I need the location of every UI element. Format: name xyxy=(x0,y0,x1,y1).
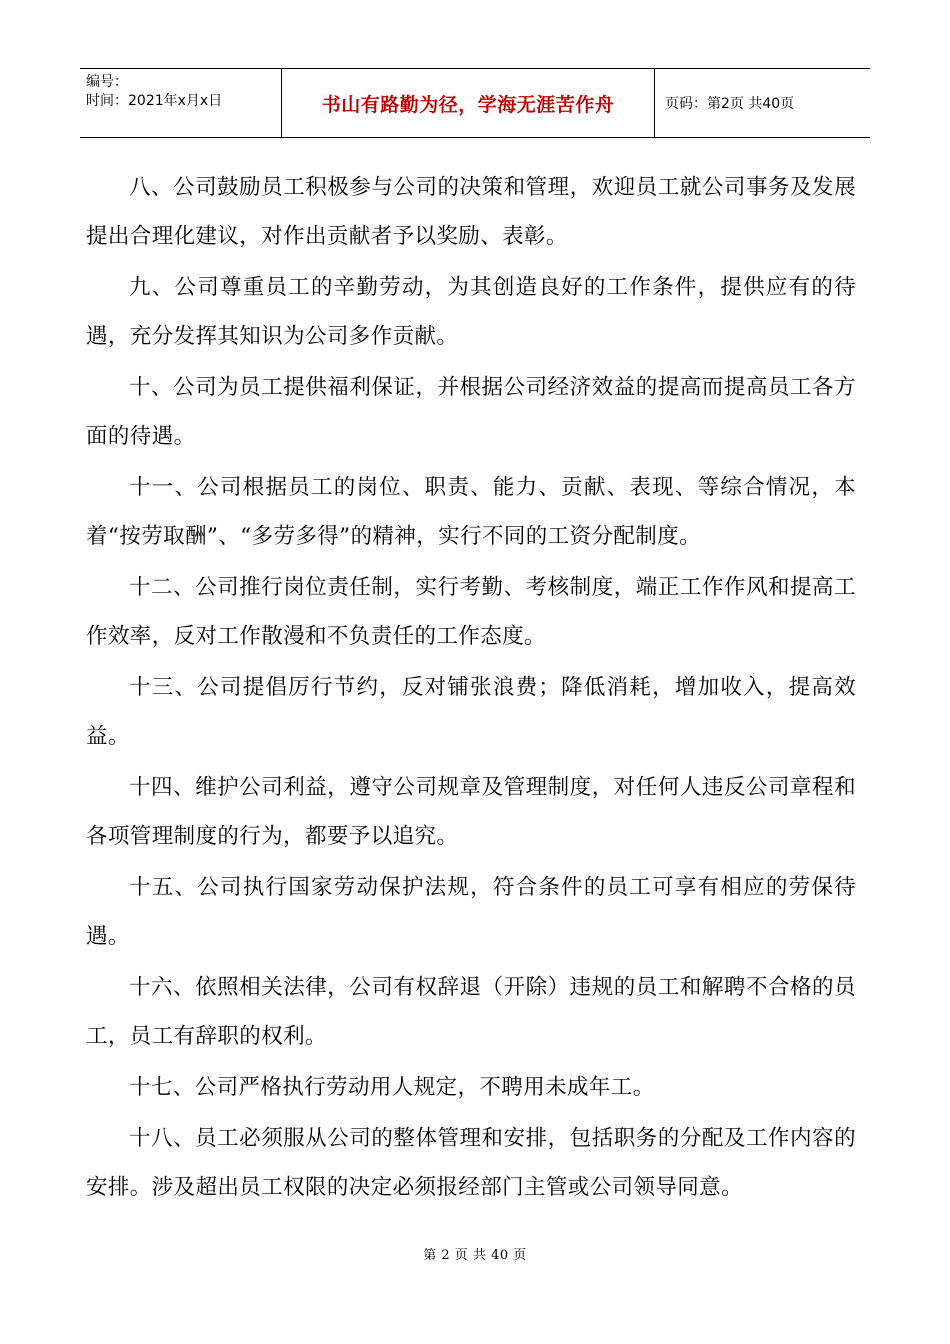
document-date-label: 时间：2021年x月x日 xyxy=(86,93,223,109)
paragraph-article-9: 九、公司尊重员工的辛勤劳动，为其创造良好的工作条件，提供应有的待遇，充分发挥其知识为公司多作贡献。 xyxy=(86,275,856,349)
page-footer xyxy=(0,1244,950,1263)
paragraph-article-15: 十五、公司执行国家劳动保护法规，符合条件的员工可享有相应的劳保待遇。 xyxy=(86,875,856,949)
paragraph-article-11: 十一、公司根据员工的岗位、职责、能力、贡献、表现、等综合情况，本着“按劳取酬”、“多劳多得”的精神，实行不同的工资分配制度。 xyxy=(86,475,856,549)
header-meta-cell xyxy=(80,69,282,137)
paragraph-article-18: 十八、员工必须服从公司的整体管理和安排，包括职务的分配及工作内容的安排。涉及超出员工权限的决定必须报经部门主管或公司领导同意。 xyxy=(86,1126,856,1200)
document-body xyxy=(86,163,856,1214)
paragraph-article-10: 十、公司为员工提供福利保证，并根据公司经济效益的提高而提高员工各方面的待遇。 xyxy=(86,375,856,449)
header-page-info: 页码：第2页 共40页 xyxy=(665,96,795,112)
paragraph-article-16: 十六、依照相关法律，公司有权辞退（开除）违规的员工和解聘不合格的员工，员工有辞职的权利。 xyxy=(86,975,856,1049)
header-motto: 书山有路勤为径，学海无涯苦作舟 xyxy=(321,93,615,116)
header-motto-cell xyxy=(282,69,655,137)
document-number-label: 编号： xyxy=(86,74,128,90)
paragraph-article-14: 十四、维护公司利益，遵守公司规章及管理制度，对任何人违反公司章程和各项管理制度的行为，都要予以追究。 xyxy=(86,775,856,849)
document-header xyxy=(80,68,870,138)
paragraph-article-13: 十三、公司提倡厉行节约，反对铺张浪费；降低消耗，增加收入，提高效益。 xyxy=(86,675,856,749)
paragraph-article-17: 十七、公司严格执行劳动用人规定，不聘用未成年工。 xyxy=(129,1075,655,1100)
header-page-cell xyxy=(655,69,870,137)
footer-page-number: 第 2 页 共 40 页 xyxy=(423,1248,527,1263)
paragraph-article-8: 八、公司鼓励员工积极参与公司的决策和管理，欢迎员工就公司事务及发展提出合理化建议，对作出贡献者予以奖励、表彰。 xyxy=(86,175,856,249)
paragraph-article-12: 十二、公司推行岗位责任制，实行考勤、考核制度，端正工作作风和提高工作效率，反对工作散漫和不负责任的工作态度。 xyxy=(86,575,856,649)
